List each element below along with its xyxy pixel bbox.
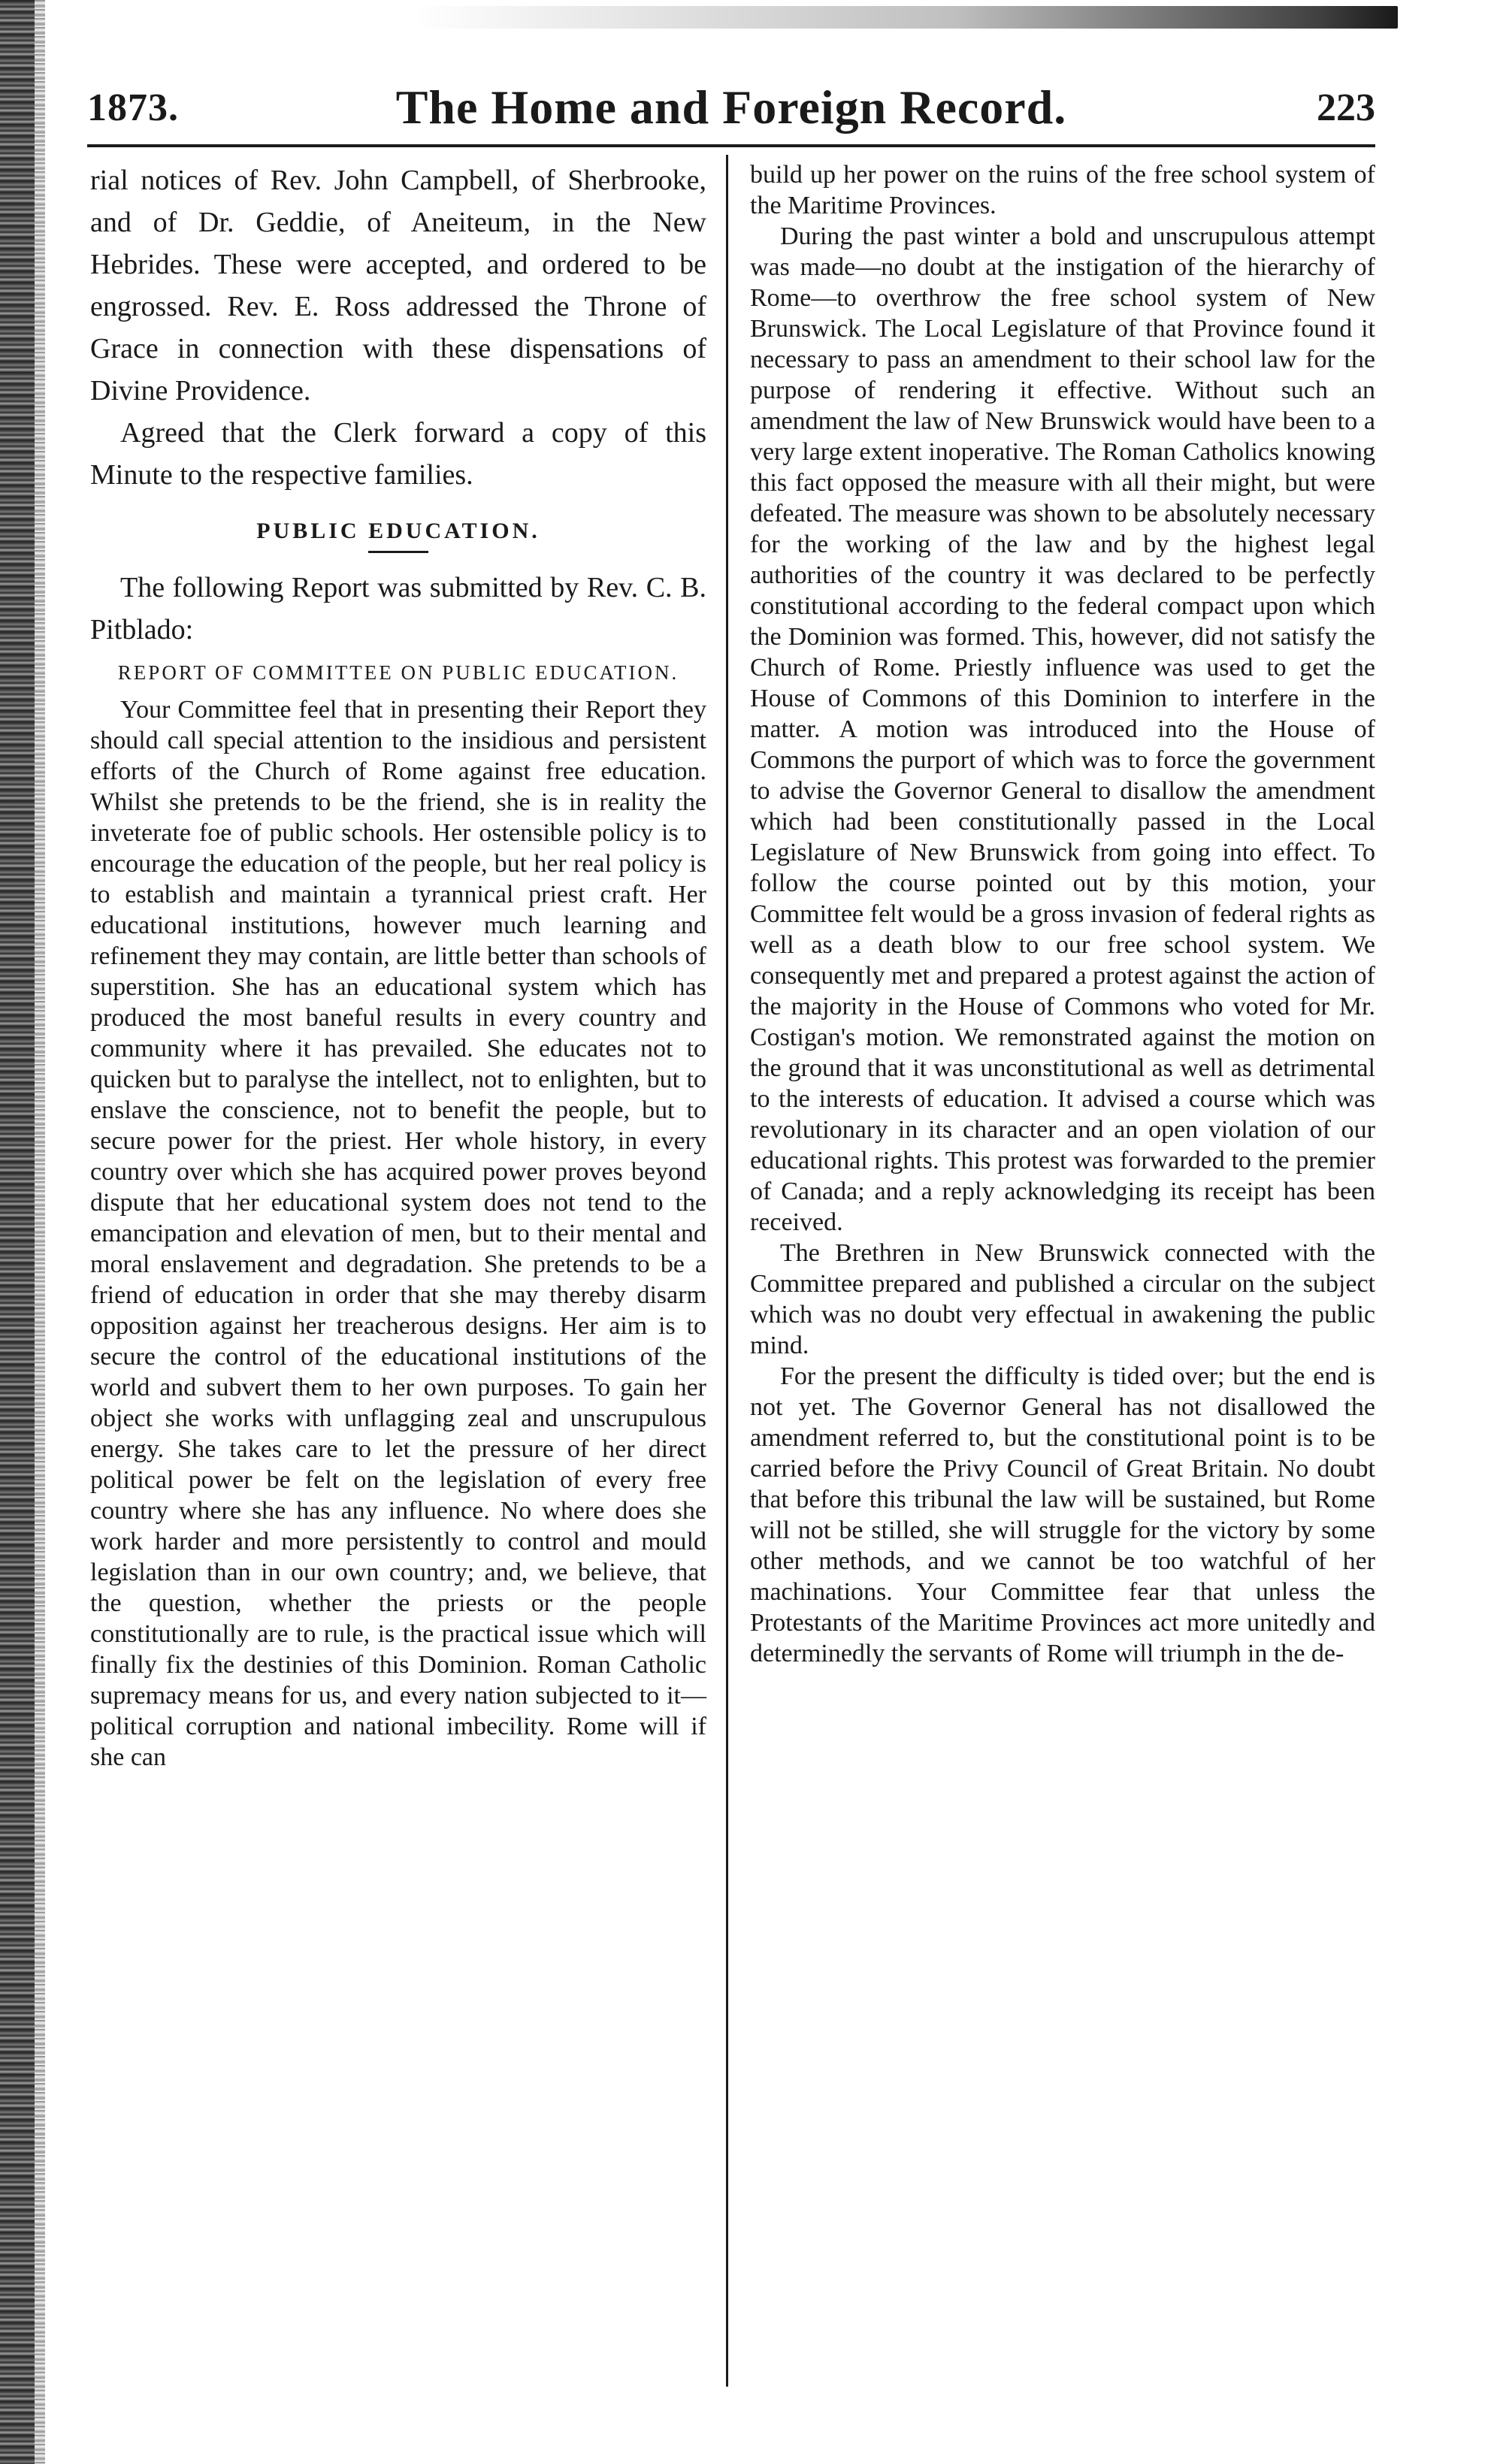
page-number: 223 <box>1317 86 1375 129</box>
paragraph: For the present the difficulty is tided over; but the end is not yet. The Governor General has not disallowed the amendment referred to, but the constitutional point is to be carried before the Privy Council of Great Britain. No doubt that before this tribunal the law will be sustained, but Rome will not be stilled, she will struggle for the victory by some other methods, and we cannot be too watchful of her machinations. Your Committee fear that unless the Protestants of the Maritime Provinces act more unitedly and determinedly the servants of Rome will triumph in the de- <box>750 1362 1375 1667</box>
left-column <box>90 159 706 1773</box>
paragraph: build up her power on the ruins of the free school system of the Maritime Provinces. <box>750 161 1375 219</box>
paragraph: During the past winter a bold and unscrupulous attempt was made—no doubt at the instigation of the hierarchy of Rome—to overthrow the free school system of New Brunswick. The Local Legislature of that Province found it necessary to pass an amendment to their school law for the purpose of rendering it effective. Without such an amendment the law of New Brunswick would have been to a very large extent inoperative. The Roman Catholics knowing this fact opposed the measure with all their might, but were defeated. The measure was shown to be absolutely necessary for the working of the law and by the highest legal authorities of the country it was declared to be perfectly constitutional according to the federal compact upon which the Dominion was formed. This, however, did not satisfy the Church of Rome. Priestly influence was used to get the House of Commons of this Dominion to interfere in the matter. A motion was introduced into the House of Commons the purport of which was to force the government to advise the Governor General to disallow the amendment which had been constitutionally passed in the Local Legislature of New Brunswick from going into effect. To follow the course pointed out by this motion, your Committee felt would be a gross invasion of federal rights as well as a death blow to our free school system. We consequently met and prepared a protest against the action of the majority in the House of Commons who voted for Mr. Costigan's motion. We remonstrated against the motion on the ground that it was unconstitutional as well as detrimental to the interests of education. It advised a course which was revolutionary in its character and an open violation of our educational rights. This protest was forwarded to the premier of Canada; and a reply acknowledging its receipt has been received. <box>750 222 1375 1236</box>
scan-smudge <box>413 6 1398 29</box>
column-divider <box>726 155 728 2387</box>
paragraph: The following Report was submitted by Rev. C. B. Pitblado: <box>90 572 706 645</box>
header-rule <box>87 144 1375 147</box>
paragraph: The Brethren in New Brunswick connected with the Committee prepared and published a circular on the subject which was no doubt very effectual in awakening the public mind. <box>750 1239 1375 1359</box>
heading-rule <box>368 551 428 553</box>
paragraph: Agreed that the Clerk forward a copy of this Minute to the respective families. <box>90 417 706 491</box>
book-binding-edge <box>0 0 35 2464</box>
header-year: 1873. <box>87 86 179 129</box>
page-header <box>87 75 1375 135</box>
paragraph: Your Committee feel that in presenting their Report they should call special attention to the insidious and persistent efforts of the Church of Rome against free education. Whilst she pretends to be the friend, she is in reality the inveterate foe of public schools. Her ostensible policy is to encourage the education of the people, but her real policy is to establish and maintain a tyrannical priest craft. Her educational institutions, however much learning and refinement they may contain, are little better than schools of superstition. She has an educational system which has produced the most baneful results in every country and community where it has prevailed. She educates not to quicken but to paralyse the intellect, not to enlighten, but to enslave the conscience, not to benefit the people, but to secure power for the priest. Her whole history, in every country over which she has acquired power proves beyond dispute that her educational system does not tend to the emancipation and elevation of men, but to their mental and moral enslavement and degradation. She pretends to be a friend of education in order that she may thereby disarm opposition against her treacherous designs. Her aim is to secure the control of the educational institutions of the world and subvert them to her own purposes. To gain her object she works with unflagging zeal and unscrupulous energy. She takes care to let the pressure of her direct political power be felt on the legislation of every free country where she has any influence. No where does she work harder and more persistently to control and mould legislation than in our own country; and, we believe, that the question, whether the priests or the people constitutionally are to rule, is the practical issue which will finally fix the destinies of this Dominion. Roman Catholic supremacy means for us, and every nation subjected to it—political corruption and national imbecility. Rome will if she can <box>90 696 706 1771</box>
paragraph: rial notices of Rev. John Campbell, of Sherbrooke, and of Dr. Geddie, of Aneiteum, in the New Hebrides. These were accepted, and ordered to be engrossed. Rev. E. Ross addressed the Throne of Grace in connection with these dispensations of Divine Providence. <box>90 165 706 407</box>
right-column <box>750 159 1375 1669</box>
report-heading: REPORT OF COMMITTEE ON PUBLIC EDUCATION. <box>117 661 679 684</box>
section-heading: PUBLIC EDUCATION. <box>256 518 540 543</box>
journal-title: The Home and Foreign Record. <box>395 80 1067 134</box>
